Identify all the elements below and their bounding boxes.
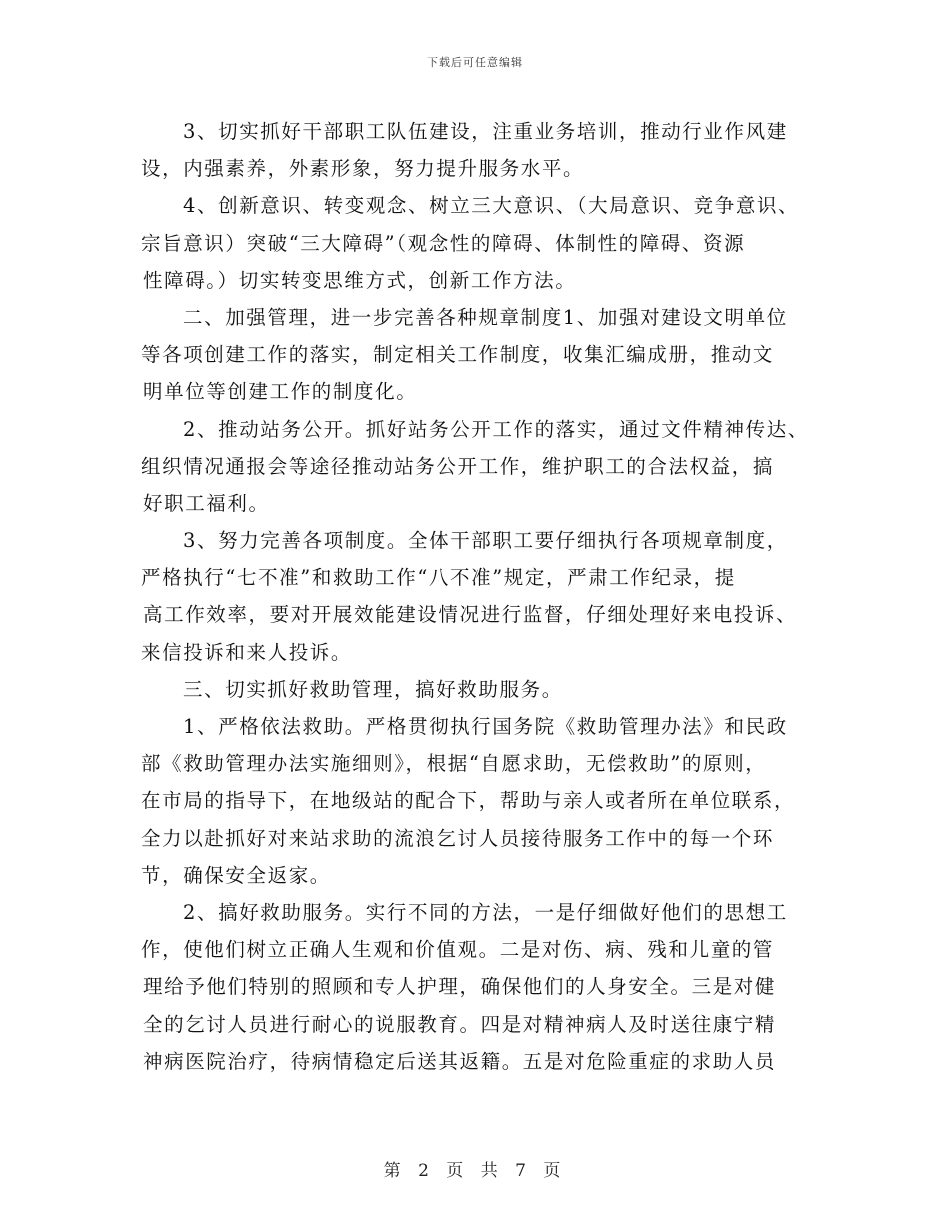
text-line: 部《救助管理办法实施细则》，根据“自愿求助，无偿救助”的原则， [141, 752, 767, 776]
text-line: 全的乞讨人员进行耐心的说服教育。四是对精神病人及时送往康宁精 [143, 1012, 777, 1036]
paragraph-2-openness [141, 411, 821, 523]
paragraph-2-aid-service [141, 894, 821, 1080]
text-line: 2、搞好救助服务。实行不同的方法，一是仔细做好他们的思想工 [183, 900, 788, 924]
paragraph-4-innovation [141, 187, 821, 299]
text-line: 来信投诉和来人投诉。 [141, 640, 353, 664]
text-line: 全力以赴抓好对来站求助的流浪乞讨人员接待服务工作中的每一个环 [141, 826, 775, 850]
text-line: 节，确保安全返家。 [141, 863, 331, 887]
text-line: 严格执行“七不准”和救助工作“八不准”规定，严肃工作纪录，提 [141, 566, 736, 590]
text-line: 在市局的指导下，在地级站的配合下，帮助与亲人或者所在单位联系， [141, 789, 796, 813]
text-line: 4、创新意识、转变观念、树立三大意识、（大局意识、竞争意识、 [183, 194, 800, 218]
paragraph-section-2-management [141, 299, 821, 411]
paragraph-3-rules [141, 522, 821, 671]
text-line: 三、切实抓好救助管理，搞好救助服务。 [183, 677, 563, 701]
text-line: 3、切实抓好干部职工队伍建设，注重业务培训，推动行业作风建 [183, 120, 788, 143]
document-body [141, 113, 821, 1080]
text-line: 等各项创建工作的落实，制定相关工作制度，收集汇编成册，推动文 [141, 343, 775, 367]
paragraph-3-team-building [141, 113, 821, 187]
paragraph-1-lawful-aid [141, 708, 821, 894]
text-line: 明单位等创建工作的制度化。 [143, 380, 418, 404]
text-line: 1、严格依法救助。严格贯彻执行国务院《救助管理办法》和民政 [183, 715, 788, 738]
text-line: 好职工福利。 [143, 491, 270, 515]
text-line: 二、加强管理，进一步完善各种规章制度1、加强对建设文明单位 [183, 305, 788, 329]
text-line: 3、努力完善各项制度。全体干部职工要仔细执行各项规章制度， [183, 529, 788, 553]
page-header-note: 下载后可任意编辑 [427, 56, 523, 69]
text-line: 理给予他们特别的照顾和专人护理，确保他们的人身安全。三是对健 [143, 975, 777, 999]
paragraph-section-3-heading [141, 671, 821, 708]
text-line: 宗旨意识）突破“三大障碍”（观念性的障碍、体制性的障碍、资源 [141, 231, 746, 255]
text-line: 神病医院治疗，待病情稳定后送其返籍。五是对危险重症的求助人员 [143, 1049, 777, 1073]
text-line: 2、推动站务公开。抓好站务公开工作的落实，通过文件精神传达、 [183, 417, 809, 441]
text-line: 设，内强素养，外素形象，努力提升服务水平。 [141, 157, 585, 181]
text-line: 作，使他们树立正确人生观和价值观。二是对伤、病、残和儿童的管 [141, 938, 775, 962]
text-line: 性障碍。）切实转变思维方式，创新工作方法。 [143, 268, 577, 292]
text-line: 组织情况通报会等途径推动站务公开工作，维护职工的合法权益，搞 [141, 454, 775, 478]
text-line: 高工作效率，要对开展效能建设情况进行监督，仔细处理好来电投诉、 [143, 603, 798, 627]
page-number-footer: 第 2 页 共 7 页 [383, 1161, 567, 1181]
